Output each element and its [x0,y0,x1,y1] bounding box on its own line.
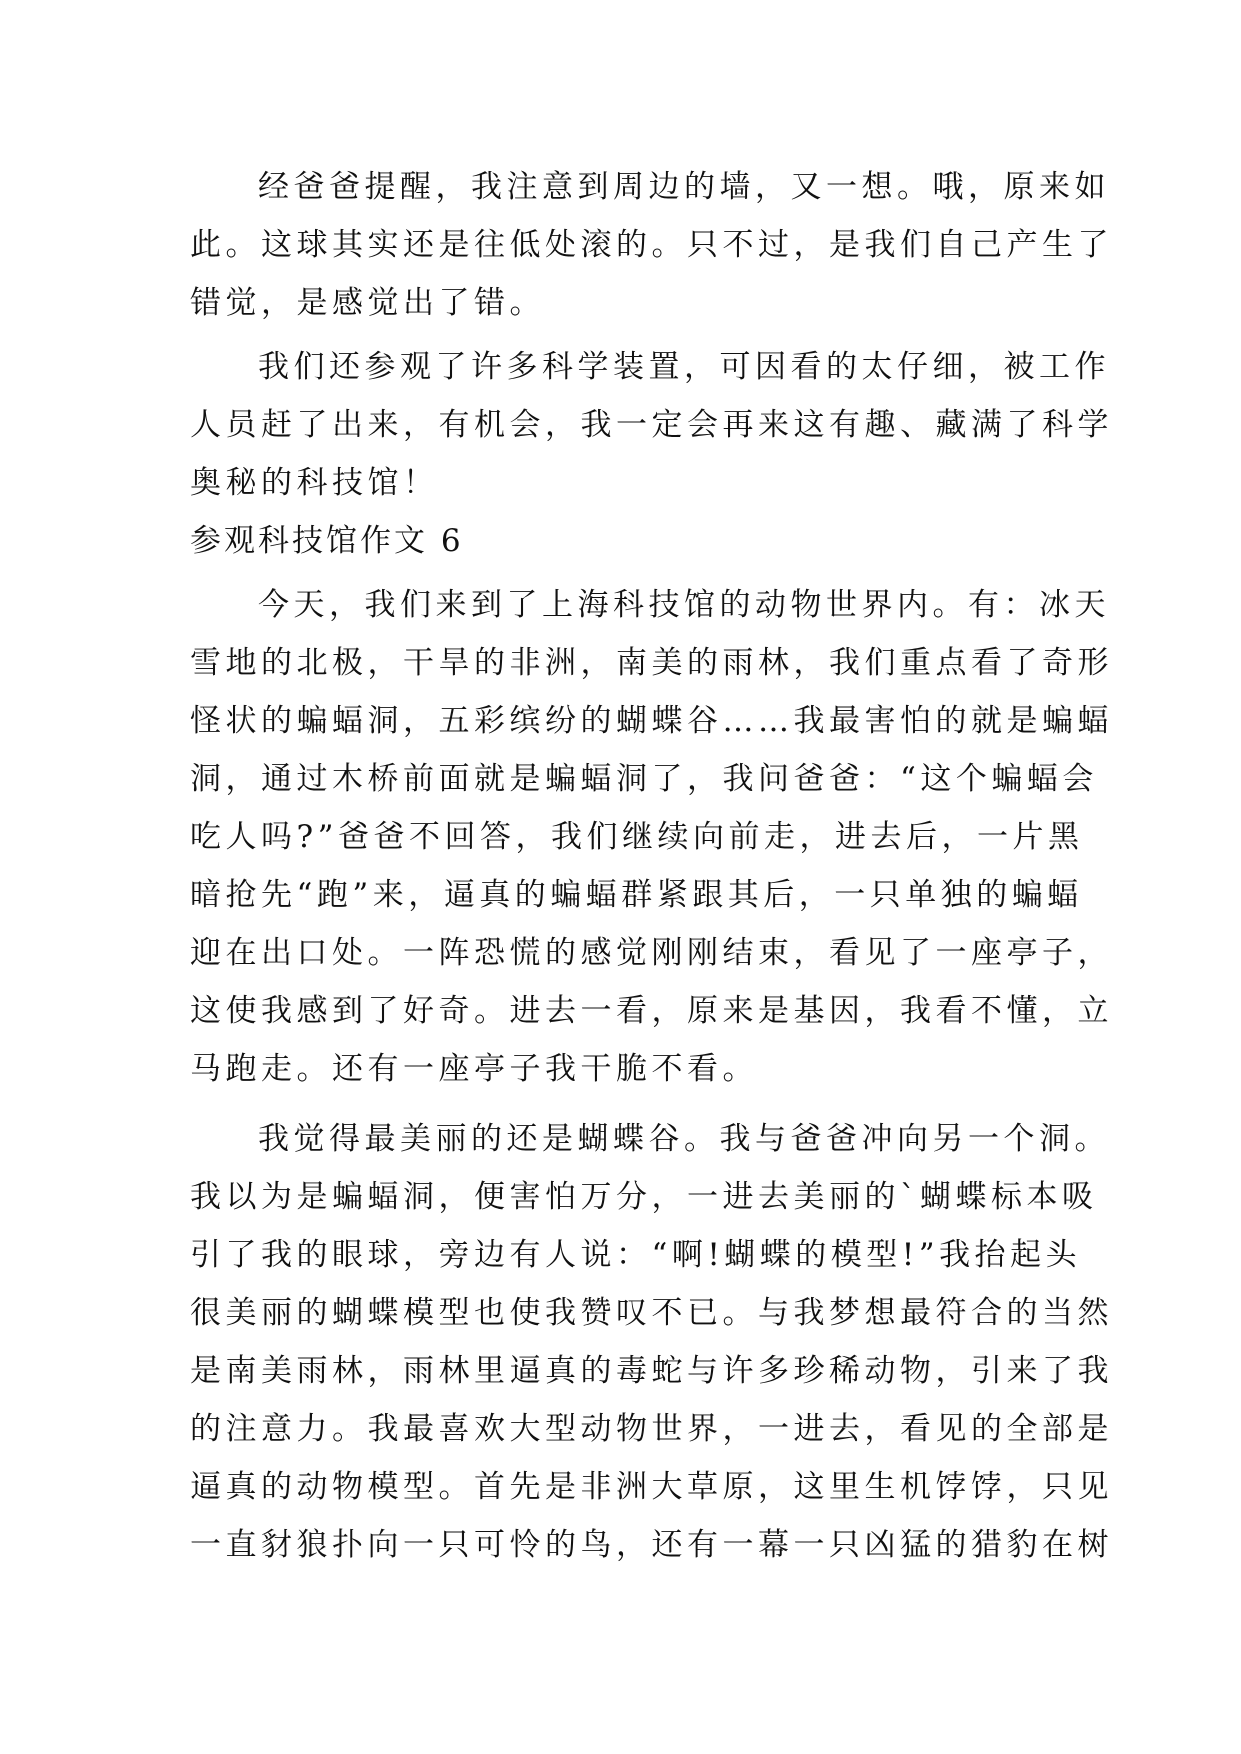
text-line: 我以为是蝙蝠洞，便害怕万分，一进去美丽的`蝴蝶标本吸 [190,1179,1098,1215]
text-line: 经爸爸提醒，我注意到周边的墙，又一想。哦，原来如 [258,169,1110,205]
text-line: 一直豺狼扑向一只可怜的鸟，还有一幕一只凶猛的猎豹在树 [190,1527,1113,1563]
text-line: 暗抢先“跑”来，逼真的蝙蝠群紧跟其后，一只单独的蝙蝠 [190,877,1083,913]
text-line: 迎在出口处。一阵恐慌的感觉刚刚结束，看见了一座亭子， [190,935,1113,971]
text-line: 这使我感到了好奇。进去一看，原来是基因，我看不懂，立 [190,993,1113,1029]
text-line: 人员赶了出来，有机会，我一定会再来这有趣、藏满了科学 [190,407,1113,443]
text-line: 怪状的蝙蝠洞，五彩缤纷的蝴蝶谷……我最害怕的就是蝙蝠 [190,703,1113,739]
text-line: 引了我的眼球，旁边有人说：“啊!蝴蝶的模型!”我抬起头 [190,1237,1082,1273]
text-line: 吃人吗?”爸爸不回答，我们继续向前走，进去后，一片黑 [190,819,1084,855]
text-line: 很美丽的蝴蝶模型也使我赞叹不已。与我梦想最符合的当然 [190,1295,1113,1331]
text-line: 今天，我们来到了上海科技馆的动物世界内。有：冰天 [258,587,1110,623]
document-body [190,158,1113,1574]
text-line: 的注意力。我最喜欢大型动物世界，一进去，看见的全部是 [190,1411,1113,1447]
text-line: 我们还参观了许多科学装置，可因看的太仔细，被工作 [258,349,1110,385]
text-line: 是南美雨林，雨林里逼真的毒蛇与许多珍稀动物，引来了我 [190,1353,1113,1389]
text-line: 马跑走。还有一座亭子我干脆不看。 [190,1051,758,1087]
paragraph-4 [190,1110,1113,1574]
paragraph-1 [190,158,1113,332]
text-line: 奥秘的科技馆！ [190,465,439,501]
text-line: 此。这球其实还是往低处滚的。只不过，是我们自己产生了 [190,227,1113,263]
text-line: 逼真的动物模型。首先是非洲大草原，这里生机饽饽，只见 [190,1469,1113,1505]
text-line: 雪地的北极，干旱的非洲，南美的雨林，我们重点看了奇形 [190,645,1113,681]
paragraph-3 [190,576,1113,1098]
text-line: 错觉，是感觉出了错。 [190,285,545,321]
paragraph-2 [190,338,1113,512]
text-line: 我觉得最美丽的还是蝴蝶谷。我与爸爸冲向另一个洞。 [258,1121,1110,1157]
section-heading: 参观科技馆作文 6 [190,523,464,559]
text-line: 洞，通过木桥前面就是蝙蝠洞了，我问爸爸：“这个蝙蝠会 [190,761,1098,797]
